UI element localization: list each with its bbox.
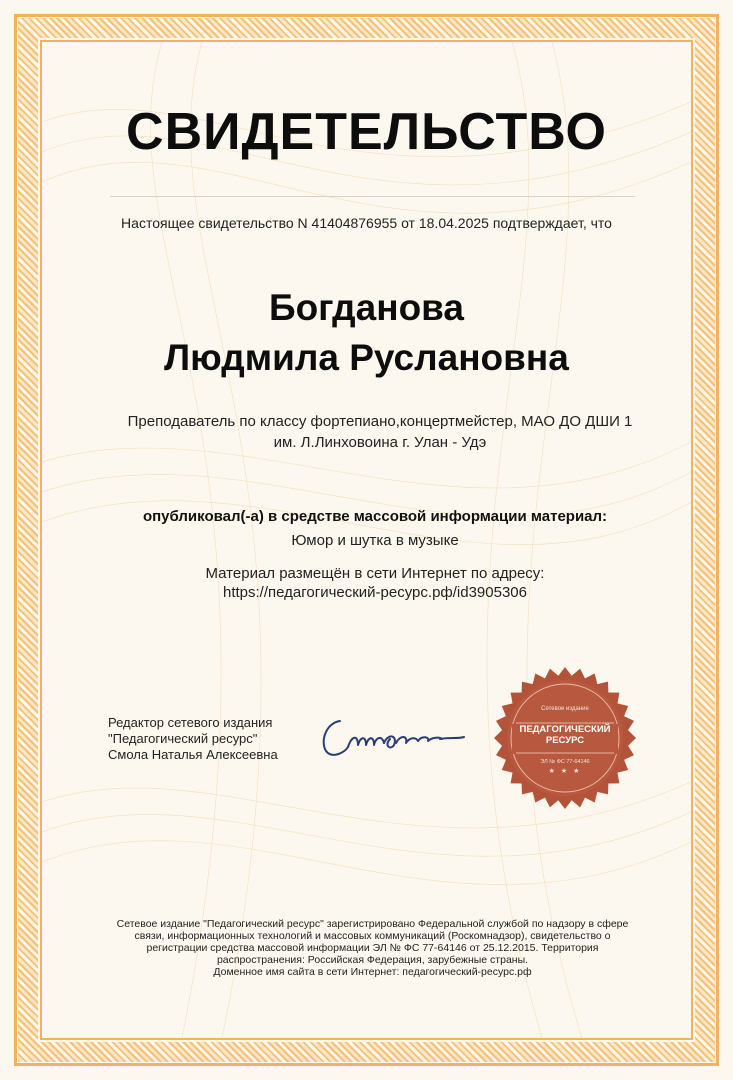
seal-top-text: Сетевое издание bbox=[541, 706, 589, 712]
position-line-1: Преподаватель по классу фортепиано,концертмейстер, МАО ДО ДШИ 1 bbox=[127, 413, 633, 430]
footer-line-5: Доменное имя сайта в сети Интернет: педагогический-ресурс.рф bbox=[213, 966, 532, 978]
recipient-name bbox=[0, 283, 733, 383]
material-location bbox=[0, 564, 733, 602]
editor-line-1: Редактор сетевого издания bbox=[108, 715, 273, 730]
editor-line-2: "Педагогический ресурс" bbox=[108, 731, 258, 746]
material-url: https://педагогический-ресурс.рф/id3905306 bbox=[222, 584, 527, 601]
editor-signature bbox=[318, 707, 468, 767]
footer-line-3: регистрации средства массовой информации ЭЛ № ФС 77-64146 от 25.12.2015. Территория bbox=[146, 942, 599, 954]
material-title: Юмор и шутка в музыке bbox=[291, 532, 459, 549]
recipient-position bbox=[120, 411, 640, 453]
registration-footer bbox=[110, 918, 635, 978]
footer-line-2: связи, информационных технологий и массовых коммуникаций (Роскомнадзор), свидетельство о bbox=[134, 930, 611, 942]
seal-main-line-2: РЕСУРС bbox=[545, 735, 585, 746]
seal-main-line-1: ПЕДАГОГИЧЕСКИЙ bbox=[519, 724, 611, 735]
title-divider bbox=[110, 196, 635, 197]
editor-name: Смола Наталья Алексеевна bbox=[108, 747, 278, 762]
certificate-intro: Настоящее свидетельство N 41404876955 от 18.04.2025 подтверждает, что bbox=[121, 215, 612, 231]
seal-stars-icon: ★ ★ ★ bbox=[548, 768, 582, 775]
recipient-surname: Богданова bbox=[268, 287, 465, 328]
certificate-title: СВИДЕТЕЛЬСТВО bbox=[126, 103, 607, 161]
placed-label: Материал размещён в сети Интернет по адресу: bbox=[205, 565, 545, 582]
published-label: опубликовал(-а) в средстве массовой информации материал: bbox=[142, 508, 608, 525]
editor-block bbox=[108, 715, 328, 763]
recipient-given-names: Людмила Руслановна bbox=[164, 337, 569, 378]
footer-line-1: Сетевое издание "Педагогический ресурс" зарегистрировано Федеральной службой по надзору в сфере bbox=[116, 918, 629, 930]
seal-main-text bbox=[494, 724, 636, 746]
seal-registration: ЭЛ № ФС 77-64146 bbox=[540, 759, 590, 765]
footer-line-4: распространения: Российская Федерация, зарубежные страны. bbox=[216, 954, 529, 966]
position-line-2: им. Л.Линховоина г. Улан - Удэ bbox=[273, 434, 487, 451]
